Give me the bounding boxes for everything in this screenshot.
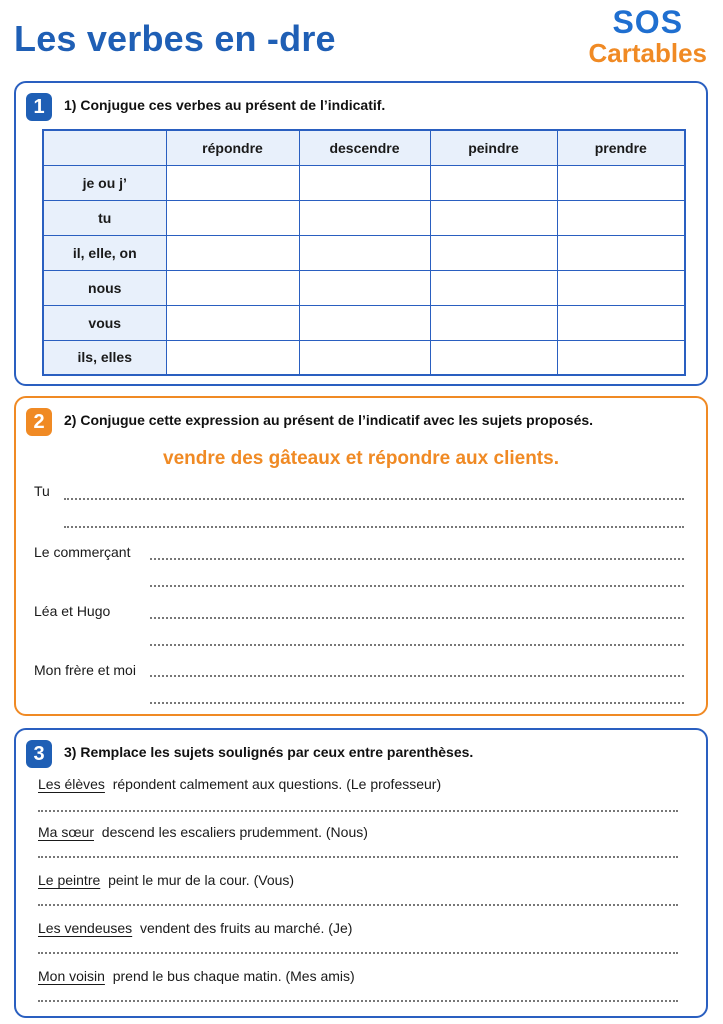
subject-cell: nous: [43, 270, 166, 305]
answer-cell[interactable]: [557, 165, 685, 200]
subject-cell: je ou j’: [43, 165, 166, 200]
conjugation-table: [42, 129, 686, 376]
answer-line[interactable]: [38, 904, 678, 906]
subject-cell: tu: [43, 200, 166, 235]
answer-cell[interactable]: [299, 305, 430, 340]
sentence: [38, 872, 294, 888]
verb-header: peindre: [430, 130, 557, 165]
answer-cell[interactable]: [557, 270, 685, 305]
answer-cell[interactable]: [430, 200, 557, 235]
sentence-rest: répondent calmement aux questions. (Le professeur): [112, 776, 442, 792]
underlined-subject: Les vendeuses: [38, 920, 133, 936]
verb-header: prendre: [557, 130, 685, 165]
answer-line[interactable]: [150, 617, 684, 619]
subject-label: Léa et Hugo: [34, 603, 111, 619]
answer-cell[interactable]: [557, 235, 685, 270]
answer-cell[interactable]: [166, 165, 299, 200]
answer-line[interactable]: [64, 498, 684, 500]
verb-header: descendre: [299, 130, 430, 165]
table-row: [43, 200, 685, 235]
sentence: [38, 776, 441, 792]
exercise-1-instruction: 1) Conjugue ces verbes au présent de l’indicatif.: [64, 97, 386, 113]
answer-cell[interactable]: [430, 340, 557, 375]
answer-cell[interactable]: [430, 305, 557, 340]
answer-line[interactable]: [64, 526, 684, 528]
answer-cell[interactable]: [430, 165, 557, 200]
answer-cell[interactable]: [299, 340, 430, 375]
answer-line[interactable]: [150, 675, 684, 677]
subject-label: Le commerçant: [34, 544, 131, 560]
answer-cell[interactable]: [299, 200, 430, 235]
sentence-rest: vendent des fruits au marché. (Je): [139, 920, 353, 936]
answer-cell[interactable]: [299, 165, 430, 200]
table-corner-cell: [43, 130, 166, 165]
exercise-2-box: [14, 396, 708, 716]
answer-cell[interactable]: [557, 305, 685, 340]
exercise-2-instruction: 2) Conjugue cette expression au présent de l’indicatif avec les sujets proposés.: [64, 412, 594, 428]
sentence: [38, 968, 355, 984]
underlined-subject: Mon voisin: [38, 968, 105, 984]
sentence: [38, 920, 352, 936]
table-row: [43, 235, 685, 270]
logo-sos: SOS: [612, 4, 684, 40]
answer-cell[interactable]: [557, 340, 685, 375]
table-row: [43, 340, 685, 375]
subject-label: Tu: [34, 483, 50, 499]
underlined-subject: Les élèves: [38, 776, 105, 792]
sentence-rest: peint le mur de la cour. (Vous): [108, 872, 295, 888]
sos-cartables-logo: [589, 6, 708, 66]
underlined-subject: Ma sœur: [38, 824, 94, 840]
verb-header: répondre: [166, 130, 299, 165]
answer-line[interactable]: [38, 1000, 678, 1002]
answer-cell[interactable]: [166, 340, 299, 375]
answer-line[interactable]: [38, 810, 678, 812]
answer-cell[interactable]: [430, 235, 557, 270]
logo-cartables: Cartables: [588, 38, 707, 68]
table-row: [43, 270, 685, 305]
answer-cell[interactable]: [299, 235, 430, 270]
answer-line[interactable]: [150, 585, 684, 587]
answer-cell[interactable]: [166, 200, 299, 235]
page-title: Les verbes en -dre: [14, 18, 336, 59]
answer-cell[interactable]: [166, 270, 299, 305]
exercise-3-instruction: 3) Remplace les sujets soulignés par ceux entre parenthèses.: [64, 744, 474, 760]
exercise-3-box: [14, 728, 708, 1018]
subject-label: Mon frère et moi: [34, 662, 136, 678]
subject-cell: vous: [43, 305, 166, 340]
expression-to-conjugate: vendre des gâteaux et répondre aux clients.: [163, 448, 559, 469]
answer-cell[interactable]: [299, 270, 430, 305]
sentence: [38, 824, 368, 840]
sentence-rest: descend les escaliers prudemment. (Nous): [101, 824, 368, 840]
exercise-3-number-badge: 3: [26, 740, 52, 768]
exercise-1-number-badge: 1: [26, 93, 52, 121]
answer-line[interactable]: [150, 644, 684, 646]
sentence-rest: prend le bus chaque matin. (Mes amis): [112, 968, 355, 984]
underlined-subject: Le peintre: [38, 872, 101, 888]
answer-line[interactable]: [150, 558, 684, 560]
answer-line[interactable]: [150, 702, 684, 704]
answer-line[interactable]: [38, 952, 678, 954]
answer-cell[interactable]: [166, 305, 299, 340]
exercise-2-number-badge: 2: [26, 408, 52, 436]
answer-cell[interactable]: [430, 270, 557, 305]
exercise-1-box: [14, 81, 708, 386]
answer-line[interactable]: [38, 856, 678, 858]
table-row: [43, 305, 685, 340]
table-header-row: [43, 130, 685, 165]
subject-cell: il, elle, on: [43, 235, 166, 270]
answer-cell[interactable]: [557, 200, 685, 235]
subject-cell: ils, elles: [43, 340, 166, 375]
table-row: [43, 165, 685, 200]
answer-cell[interactable]: [166, 235, 299, 270]
